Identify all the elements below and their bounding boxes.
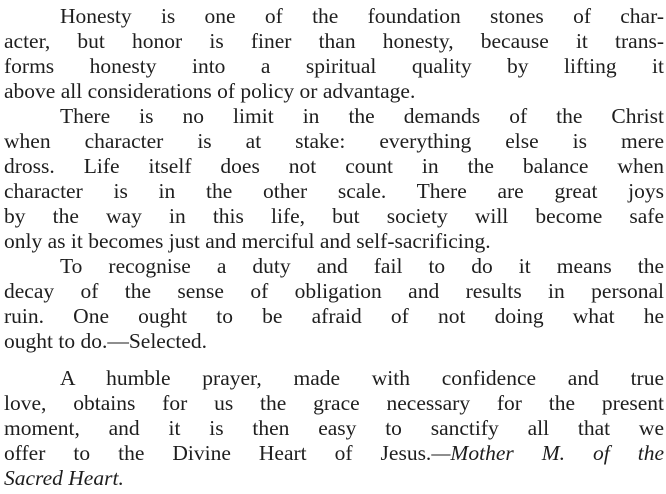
attribution-italic: —Mother M. of the [431,441,664,465]
text-line: decay of the sense of obligation and results in personal [4,279,664,303]
text-line: ruin. One ought to be afraid of not doing what he [4,304,664,328]
text-line: moment, and it is then easy to sanctify all that we [4,416,664,440]
text-line: forms honesty into a spiritual quality by lifting it [4,54,664,78]
text-line: There is no limit in the demands of the Christ [60,104,664,128]
text-line: above all considerations of policy or advantage. [4,79,416,103]
text-line-attribution [4,441,664,466]
paragraph-gap [4,354,664,366]
paragraph-character [4,104,664,254]
text-line: acter, but honor is finer than honesty, because it trans- [4,29,664,53]
text-line: To recognise a duty and fail to do it means the [60,254,664,278]
paragraph-duty [4,254,664,354]
paragraph-honesty [4,4,664,104]
text-line: ought to do.—Selected. [4,329,208,353]
text-fragment: offer to the Divine Heart of Jesus. [4,441,432,465]
text-line: by the way in this life, but society will become safe [4,204,664,228]
text-line: Honesty is one of the foundation stones of char- [60,4,664,28]
attribution-trailing-line: Sacred Heart. [4,466,124,490]
text-line: love, obtains for us the grace necessary for the present [4,391,664,415]
text-line: when character is at stake: everything else is mere [4,129,664,153]
paragraph-prayer [4,366,664,491]
text-line: character is in the other scale. There are great joys [4,179,664,203]
text-line: only as it becomes just and merciful and self-sacrificing. [4,229,491,253]
text-line: dross. Life itself does not count in the balance when [4,154,664,178]
text-line: A humble prayer, made with confidence and true [60,366,664,390]
